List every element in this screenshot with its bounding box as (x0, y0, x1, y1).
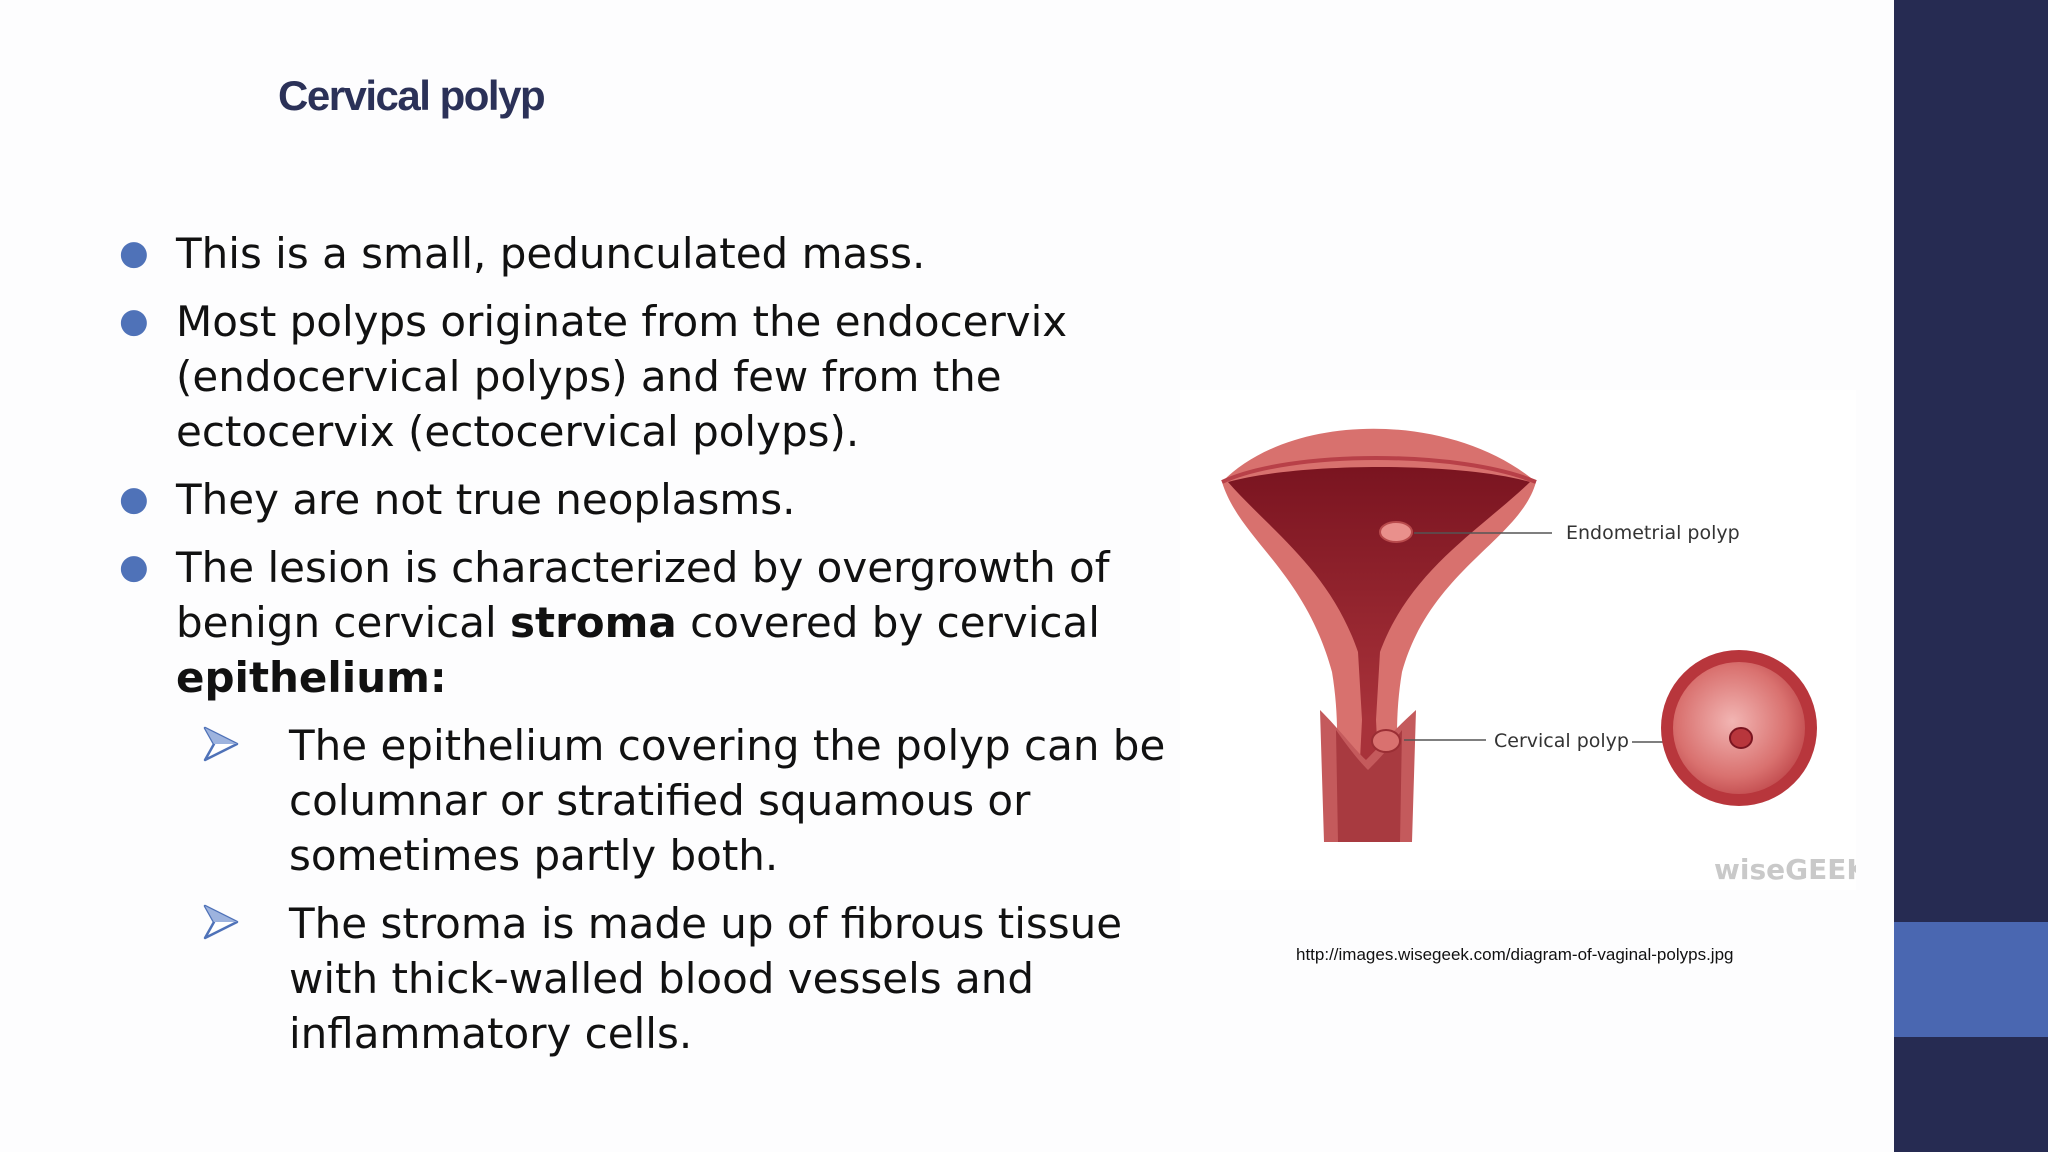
bullet-dot-icon: ● (119, 301, 149, 341)
bullet-dot-icon: ● (119, 479, 149, 519)
bullet-item (115, 472, 1175, 527)
sidebar-accent-block (1894, 922, 2048, 1037)
endometrial-polyp (1380, 522, 1412, 542)
endometrial-polyp-label: Endometrial polyp (1566, 522, 1740, 544)
bullet-text-part: covered by cervical (676, 598, 1100, 647)
bullet-list (115, 226, 1175, 1074)
arrowhead-right-icon (203, 726, 239, 762)
bullet-item (115, 294, 1175, 459)
bullet-text: They are not true neoplasms. (176, 475, 796, 524)
bold-term-epithelium: epithelium: (176, 653, 447, 702)
bullet-text: Most polyps originate from the endocervix (endocervical polyps) and few from the ectocervix (ectocervical polyps). (176, 297, 1068, 456)
sub-bullet-text: The stroma is made up of fibrous tissue with thick-walled blood vessels and inflammatory cells. (289, 899, 1123, 1058)
cervical-polyp (1372, 730, 1400, 752)
polyp-diagram (1180, 390, 1856, 890)
slide-title: Cervical polyp (278, 72, 545, 119)
watermark-logo: wiseGEEK (1714, 853, 1856, 886)
sub-bullet-item (115, 896, 1175, 1061)
bold-term-stroma: stroma (510, 598, 677, 647)
sub-bullet-text: The epithelium covering the polyp can be columnar or stratified squamous or sometimes partly both. (289, 721, 1166, 880)
image-source-url[interactable]: http://images.wisegeek.com/diagram-of-vaginal-polyps.jpg (1296, 945, 1734, 964)
bullet-text-part: The lesion is characterized by overgrowth of benign cervical (176, 543, 1110, 647)
bullet-dot-icon: ● (119, 547, 149, 587)
bullet-text: This is a small, pedunculated mass. (176, 229, 926, 278)
bullet-dot-icon: ● (119, 233, 149, 273)
os-polyp (1730, 728, 1752, 748)
arrowhead-right-icon (203, 904, 239, 940)
cervical-polyp-label: Cervical polyp (1494, 730, 1629, 752)
bullet-item (115, 540, 1175, 705)
sub-bullet-item (115, 718, 1175, 883)
bullet-item (115, 226, 1175, 281)
diagram-panel (1180, 390, 1856, 890)
